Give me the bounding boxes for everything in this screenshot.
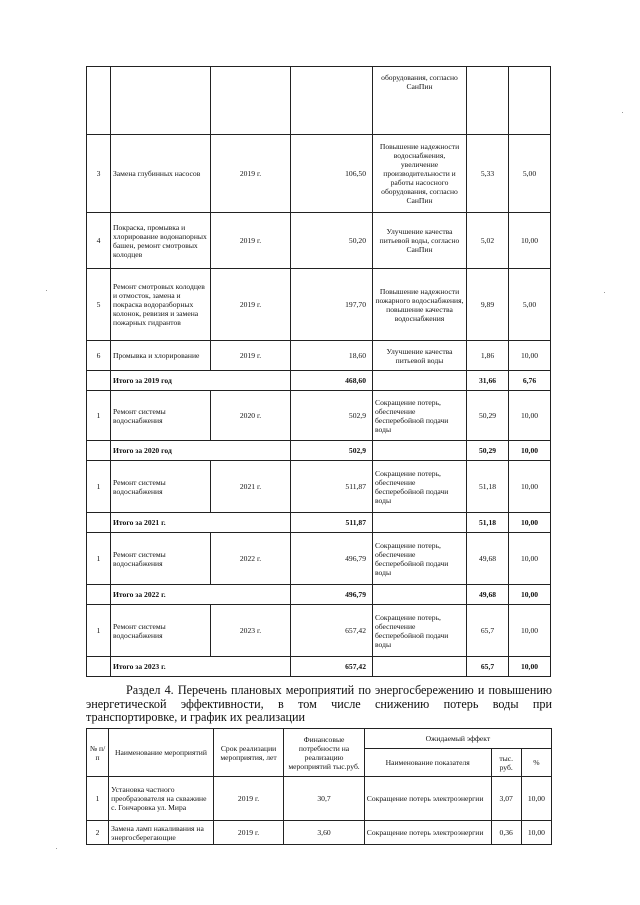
table-row xyxy=(87,605,551,657)
cell-tys: 3,07 xyxy=(491,777,521,821)
cell-pct: 10,00 xyxy=(521,821,551,845)
total-cost: 496,79 xyxy=(291,585,373,605)
total-label: Итого за 2020 год xyxy=(111,441,291,461)
total-label: Итого за 2023 г. xyxy=(111,657,291,677)
cell-name: Замена ламп накаливания на энергосберегающие xyxy=(109,821,214,845)
cell-cost: 197,70 xyxy=(291,269,373,341)
cell-pct: 10,00 xyxy=(509,391,551,441)
cell-name: Ремонт системы водоснабжения xyxy=(111,533,211,585)
table-row xyxy=(87,341,551,371)
cell-empty xyxy=(373,371,467,391)
header-row xyxy=(87,729,552,749)
cell-cost: 18,60 xyxy=(291,341,373,371)
cell-empty xyxy=(373,585,467,605)
cell-tys: 50,29 xyxy=(467,391,509,441)
cell-empty xyxy=(87,441,111,461)
total-pct: 6,76 xyxy=(509,371,551,391)
header-finance: Финансовые потребности на реализацию мероприятий тыс.руб. xyxy=(284,729,365,777)
cell-pct xyxy=(509,67,551,135)
cell-pct: 10,00 xyxy=(509,605,551,657)
cell-pct: 10,00 xyxy=(509,461,551,513)
cell-empty xyxy=(373,657,467,677)
header-tys: тыс. руб. xyxy=(491,749,521,777)
cell-year: 2022 г. xyxy=(211,533,291,585)
cell-cost: 657,42 xyxy=(291,605,373,657)
scan-speck xyxy=(56,848,57,849)
cell-effect: Сокращение потерь электроэнергии xyxy=(364,777,491,821)
top-table xyxy=(86,66,551,677)
table-row xyxy=(87,67,551,135)
cell-effect: Сокращение потерь, обеспечение бесперебойной подачи воды xyxy=(373,605,467,657)
cell-pct: 5,00 xyxy=(509,135,551,213)
scan-speck xyxy=(622,112,623,113)
cell-year: 2019 г. xyxy=(211,135,291,213)
total-tys: 31,66 xyxy=(467,371,509,391)
cell-year: 2019 г. xyxy=(213,821,283,845)
cell-empty xyxy=(373,513,467,533)
total-row xyxy=(87,513,551,533)
total-pct: 10,00 xyxy=(509,441,551,461)
total-cost: 657,42 xyxy=(291,657,373,677)
cell-name: Промывка и хлорирование xyxy=(111,341,211,371)
cell-empty xyxy=(87,513,111,533)
cell-effect: Сокращение потерь, обеспечение бесперебойной подачи воды xyxy=(373,533,467,585)
header-indicator: Наименование показателя xyxy=(364,749,491,777)
cell-name: Покраска, промывка и хлорирование водонапорных башен, ремонт смотровых колодцев xyxy=(111,213,211,269)
total-tys: 65,7 xyxy=(467,657,509,677)
table-row xyxy=(87,391,551,441)
total-cost: 511,87 xyxy=(291,513,373,533)
cell-cost: 511,87 xyxy=(291,461,373,513)
cell-tys: 65,7 xyxy=(467,605,509,657)
cell-cost: 502,9 xyxy=(291,391,373,441)
cell-name: Установка частного преобразователя на скважине с. Гончаровка ул. Мира xyxy=(109,777,214,821)
scan-speck xyxy=(46,290,47,291)
cell-empty xyxy=(87,585,111,605)
total-cost: 468,60 xyxy=(291,371,373,391)
total-row xyxy=(87,441,551,461)
cell-num: 2 xyxy=(87,821,109,845)
header-period: Срок реализации мероприятия, лет xyxy=(213,729,283,777)
cell-tys: 5,33 xyxy=(467,135,509,213)
total-row xyxy=(87,585,551,605)
table-row xyxy=(87,777,552,821)
table-row xyxy=(87,135,551,213)
cell-effect: Улучшение качества питьевой воды xyxy=(373,341,467,371)
cell-num: 1 xyxy=(87,605,111,657)
table-row xyxy=(87,533,551,585)
cell-effect: Повышение надежности водоснабжения, увеличение производительности и работы насосного оборудования, согласно СанПин xyxy=(373,135,467,213)
cell-num: 1 xyxy=(87,391,111,441)
cell-tys xyxy=(467,67,509,135)
total-tys: 50,29 xyxy=(467,441,509,461)
cell-num: 1 xyxy=(87,777,109,821)
header-expected: Ожидаемый эффект xyxy=(364,729,551,749)
cell-num: 1 xyxy=(87,533,111,585)
cell-tys: 51,18 xyxy=(467,461,509,513)
table-row xyxy=(87,269,551,341)
cell-tys: 0,36 xyxy=(491,821,521,845)
table-row xyxy=(87,461,551,513)
cell-effect: Сокращение потерь, обеспечение бесперебойной подачи воды xyxy=(373,461,467,513)
table-row xyxy=(87,213,551,269)
cell-year: 2019 г. xyxy=(211,341,291,371)
cell-year: 2019 г. xyxy=(211,269,291,341)
cell-year: 2019 г. xyxy=(211,213,291,269)
cell-tys: 1,86 xyxy=(467,341,509,371)
section-heading-text: Раздел 4. Перечень плановых мероприятий по энергосбережению и повышению энергетической эффективности, в том числе снижению потерь воды при транспортировке, и график их реализации xyxy=(86,683,552,725)
total-label: Итого за 2019 год xyxy=(111,371,291,391)
cell-year xyxy=(211,67,291,135)
cell-cost: 496,79 xyxy=(291,533,373,585)
cell-pct: 10,00 xyxy=(521,777,551,821)
cell-effect: Сокращение потерь, обеспечение бесперебойной подачи воды xyxy=(373,391,467,441)
cell-pct: 10,00 xyxy=(509,213,551,269)
cell-name: Ремонт системы водоснабжения xyxy=(111,391,211,441)
total-tys: 51,18 xyxy=(467,513,509,533)
table-row xyxy=(87,821,552,845)
cell-cost xyxy=(291,67,373,135)
cell-cost: 106,50 xyxy=(291,135,373,213)
cell-year: 2023 г. xyxy=(211,605,291,657)
total-pct: 10,00 xyxy=(509,657,551,677)
cell-empty xyxy=(87,657,111,677)
cell-name: Ремонт системы водоснабжения xyxy=(111,461,211,513)
cell-tys: 49,68 xyxy=(467,533,509,585)
cell-tys: 5,02 xyxy=(467,213,509,269)
cell-num: 4 xyxy=(87,213,111,269)
total-pct: 10,00 xyxy=(509,585,551,605)
total-row xyxy=(87,657,551,677)
scan-speck xyxy=(604,292,605,293)
cell-year: 2021 г. xyxy=(211,461,291,513)
total-cost: 502,9 xyxy=(291,441,373,461)
header-name: Наименование мероприятий xyxy=(109,729,214,777)
section-heading xyxy=(86,684,552,725)
total-pct: 10,00 xyxy=(509,513,551,533)
total-row xyxy=(87,371,551,391)
cell-name: Ремонт смотровых колодцев и отмосток, замена и покраска водоразборных колонок, ревизия и замена пожарных гидрантов xyxy=(111,269,211,341)
cell-year: 2019 г. xyxy=(213,777,283,821)
cell-num: 3 xyxy=(87,135,111,213)
cell-cost: 30,7 xyxy=(284,777,365,821)
cell-year: 2020 г. xyxy=(211,391,291,441)
cell-empty xyxy=(373,441,467,461)
cell-num: 6 xyxy=(87,341,111,371)
cell-num: 5 xyxy=(87,269,111,341)
cell-num: 1 xyxy=(87,461,111,513)
cell-name: Замена глубинных насосов xyxy=(111,135,211,213)
total-label: Итого за 2022 г. xyxy=(111,585,291,605)
cell-effect: Сокращение потерь электроэнергии xyxy=(364,821,491,845)
header-pct: % xyxy=(521,749,551,777)
bottom-table xyxy=(86,728,552,845)
cell-effect: Повышение надежности пожарного водоснабжения, повышение качества водоснабжения xyxy=(373,269,467,341)
cell-name xyxy=(111,67,211,135)
cell-effect: оборудования, согласно СанПин xyxy=(373,67,467,135)
cell-cost: 3,60 xyxy=(284,821,365,845)
cell-tys: 9,89 xyxy=(467,269,509,341)
cell-pct: 10,00 xyxy=(509,341,551,371)
cell-pct: 5,00 xyxy=(509,269,551,341)
cell-empty xyxy=(87,371,111,391)
cell-cost: 50,20 xyxy=(291,213,373,269)
total-label: Итого за 2021 г. xyxy=(111,513,291,533)
total-tys: 49,68 xyxy=(467,585,509,605)
cell-pct: 10,00 xyxy=(509,533,551,585)
cell-num xyxy=(87,67,111,135)
cell-effect: Улучшение качества питьевой воды, согласно СанПин xyxy=(373,213,467,269)
cell-name: Ремонт системы водоснабжения xyxy=(111,605,211,657)
header-num: № п/ п xyxy=(87,729,109,777)
